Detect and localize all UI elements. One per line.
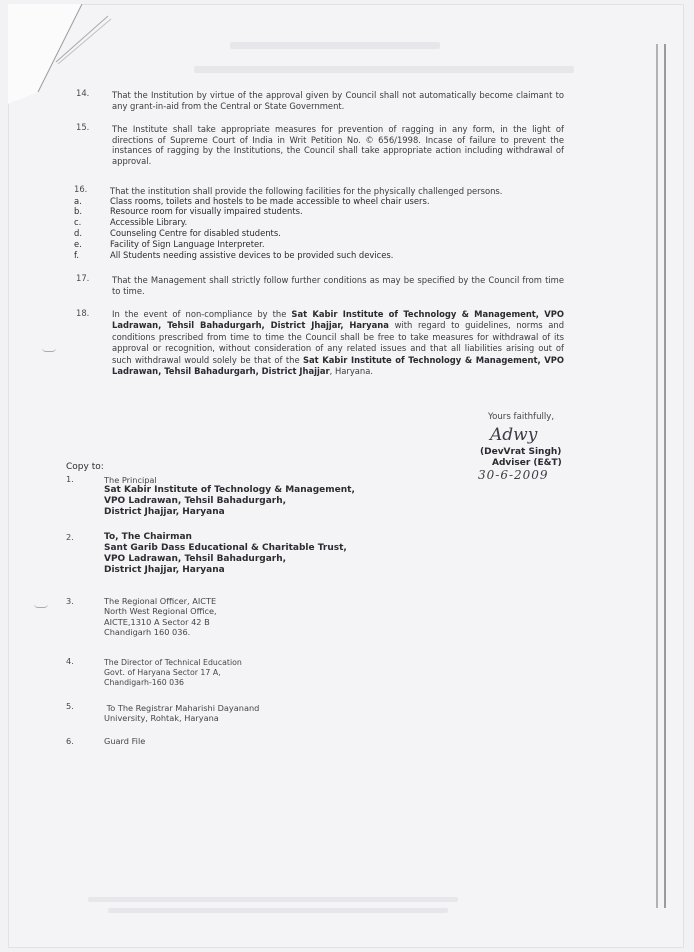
closing-salutation: Yours faithfully, <box>488 412 555 422</box>
scanned-letter-page <box>8 4 684 948</box>
address-line: To The Registrar Maharishi Dayanand <box>104 703 260 713</box>
subitem-text: Facility of Sign Language Interpreter. <box>110 239 265 249</box>
signatory-name: (DevVrat Singh) <box>480 447 562 457</box>
clause-text <box>112 309 564 377</box>
subitem-label: d. <box>74 228 82 238</box>
address-line: District Jhajjar, Haryana <box>104 507 225 518</box>
subitem-text: All Students needing assistive devices to be provided such devices. <box>110 250 394 260</box>
subitem-label: b. <box>74 206 82 216</box>
address-line: VPO Ladrawan, Tehsil Bahadurgarh, <box>104 496 287 507</box>
scan-edge-line <box>656 44 658 908</box>
recipient-address <box>104 475 355 518</box>
address-line: The Regional Officer, AICTE <box>104 596 217 606</box>
clause-text: That the institution shall provide the following facilities for the physically challenged persons. <box>110 186 503 196</box>
clause-number: 17. <box>76 273 90 283</box>
institution-name: Sat Kabir Institute of Technology & Management, VPO Ladrawan, Tehsil Bahadurgarh, District Jhajjar <box>112 354 564 377</box>
address-line: To, The Chairman <box>104 532 192 542</box>
bleedthrough-footer <box>88 897 458 902</box>
recipient-address <box>104 736 145 746</box>
recipient-number: 2. <box>66 532 74 542</box>
subitem-label: f. <box>74 250 80 260</box>
scan-edge-line <box>664 44 666 908</box>
subitem-text: Resource room for visually impaired students. <box>110 206 303 216</box>
copy-to-label: Copy to: <box>66 462 104 472</box>
address-line: North West Regional Office, <box>104 606 217 617</box>
clause-number: 18. <box>76 308 90 318</box>
address-line: Govt. of Haryana Sector 17 A, <box>104 668 221 677</box>
clause-number: 15. <box>76 122 90 132</box>
signatory-title: Adviser (E&T) <box>492 458 562 468</box>
address-line: University, Rohtak, Haryana <box>104 713 219 724</box>
bleedthrough-header <box>194 66 574 73</box>
address-line: Guard File <box>104 736 146 746</box>
signature-scrawl: Adwy <box>490 425 538 445</box>
recipient-address <box>104 596 217 638</box>
margin-mark <box>42 348 56 352</box>
address-line: VPO Ladrawan, Tehsil Bahadurgarh, <box>104 554 287 564</box>
recipient-number: 3. <box>66 596 74 606</box>
clause-text: That the Management shall strictly follow further conditions as may be specified by the Council from time to time. <box>112 275 564 296</box>
address-line: The Principal <box>104 475 157 485</box>
clause-text-part: with regard to guidelines, norms and conditions prescribed from time to time the Council shall be free to take measures for withdrawal of its approval or recognition, without consideration of any related issues and that all liabilities arising out of such withdrawal would solely be that of the <box>112 320 565 365</box>
address-line: District Jhajjar, Haryana <box>104 565 225 575</box>
institution-name: Sat Kabir Institute of Technology & Management, VPO Ladrawan, Tehsil Bahadurgarh, District Jhajjar, Haryana <box>112 309 565 331</box>
recipient-number: 4. <box>66 656 74 666</box>
subitem-label: c. <box>74 217 82 227</box>
clause-text: That the Institution by virtue of the approval given by Council shall not automatically become claimant to any grant-in-aid from the Central or State Government. <box>112 90 564 111</box>
recipient-address <box>104 703 259 724</box>
clause-number: 14. <box>76 88 90 98</box>
clause-text-part: In the event of non-compliance by the <box>112 309 292 319</box>
subitem-text: Accessible Library. <box>110 217 188 227</box>
address-line: Chandigarh 160 036. <box>104 627 191 638</box>
recipient-number: 1. <box>66 474 74 484</box>
handwritten-date: 30-6-2009 <box>478 468 549 482</box>
recipient-number: 5. <box>66 701 74 711</box>
bleedthrough-footer <box>108 908 448 913</box>
clause-text-part: , Haryana. <box>329 366 374 377</box>
recipient-address <box>104 658 242 688</box>
address-line: Sant Garib Dass Educational & Charitable Trust, <box>104 543 347 553</box>
clause-text: The Institute shall take appropriate measures for prevention of ragging in any form, in the light of directions of Supreme Court of India in Writ Petition No. © 656/1998. Incase of failure to prevent the instances of ragging by the Institutions, the Council shall take appropriate action including withdrawal of approval. <box>112 124 564 166</box>
address-line: The Director of Technical Education <box>104 658 242 667</box>
address-line: Chandigarh-160 036 <box>104 678 185 687</box>
subitem-label: a. <box>74 196 82 206</box>
address-line: Sat Kabir Institute of Technology & Management, <box>104 485 355 496</box>
address-line: AICTE,1310 A Sector 42 B <box>104 616 210 627</box>
subitem-text: Counseling Centre for disabled students. <box>110 228 281 238</box>
margin-mark <box>34 604 48 608</box>
recipient-number: 6. <box>66 736 74 746</box>
subitem-text: Class rooms, toilets and hostels to be made accessible to wheel chair users. <box>110 196 430 206</box>
bleedthrough-header <box>230 42 440 49</box>
recipient-address <box>104 532 347 576</box>
clause-number: 16. <box>74 184 88 194</box>
subitem-label: e. <box>74 239 82 249</box>
